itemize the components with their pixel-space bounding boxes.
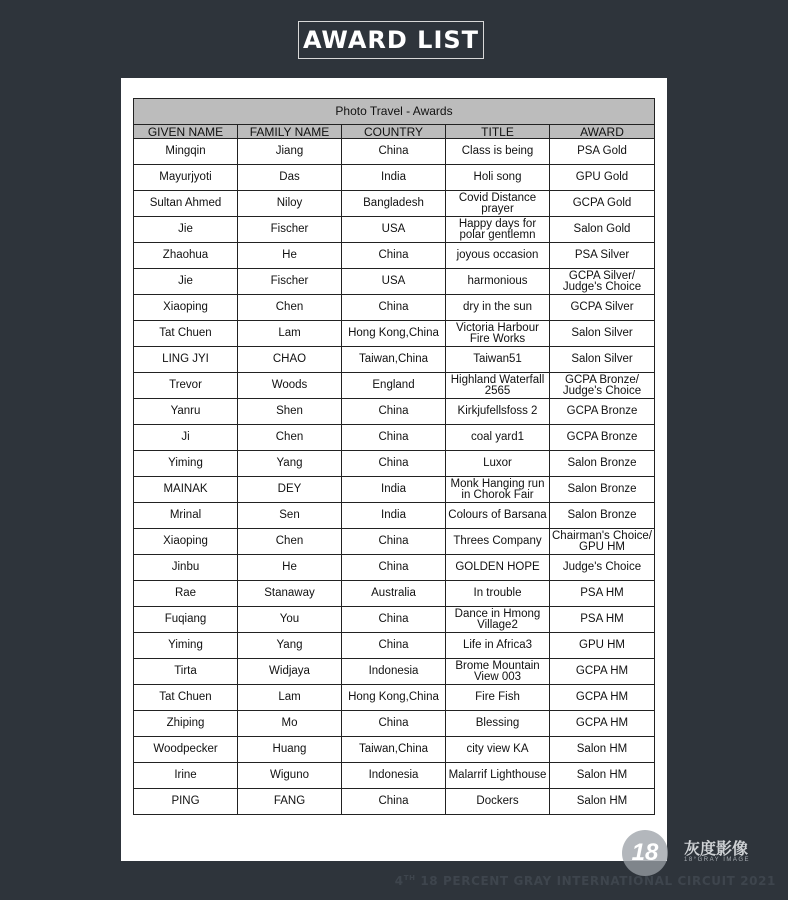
award-cell: GCPA Bronze/ Judge's Choice bbox=[550, 373, 655, 399]
award-cell: GCPA Gold bbox=[550, 191, 655, 217]
table-row bbox=[134, 165, 655, 191]
title-cell: GOLDEN HOPE bbox=[446, 555, 550, 581]
award-cell: GCPA HM bbox=[550, 711, 655, 737]
country-cell: Taiwan,China bbox=[342, 737, 446, 763]
column-header-award: AWARD bbox=[550, 125, 655, 139]
family-name-cell: He bbox=[238, 243, 342, 269]
given-name-cell: Xiaoping bbox=[134, 529, 238, 555]
country-cell: India bbox=[342, 503, 446, 529]
given-name-cell: Rae bbox=[134, 581, 238, 607]
award-cell: GCPA Bronze bbox=[550, 399, 655, 425]
family-name-cell: Fischer bbox=[238, 269, 342, 295]
table-row bbox=[134, 269, 655, 295]
column-header-given-name: GIVEN NAME bbox=[134, 125, 238, 139]
country-cell: China bbox=[342, 529, 446, 555]
given-name-cell: Tat Chuen bbox=[134, 321, 238, 347]
award-cell: Salon Silver bbox=[550, 347, 655, 373]
table-row bbox=[134, 295, 655, 321]
family-name-cell: Stanaway bbox=[238, 581, 342, 607]
page-title: AWARD LIST bbox=[298, 21, 484, 59]
family-name-cell: CHAO bbox=[238, 347, 342, 373]
family-name-cell: Huang bbox=[238, 737, 342, 763]
family-name-cell: Lam bbox=[238, 685, 342, 711]
family-name-cell: Widjaya bbox=[238, 659, 342, 685]
award-cell: GPU Gold bbox=[550, 165, 655, 191]
title-cell: Victoria Harbour Fire Works bbox=[446, 321, 550, 347]
award-cell: Chairman's Choice/ GPU HM bbox=[550, 529, 655, 555]
table-row bbox=[134, 529, 655, 555]
country-cell: China bbox=[342, 789, 446, 815]
title-cell: Kirkjufellsfoss 2 bbox=[446, 399, 550, 425]
family-name-cell: Fischer bbox=[238, 217, 342, 243]
award-cell: Salon Bronze bbox=[550, 503, 655, 529]
table-row bbox=[134, 321, 655, 347]
award-cell: PSA Silver bbox=[550, 243, 655, 269]
title-cell: Dance in Hmong Village2 bbox=[446, 607, 550, 633]
title-cell: Malarrif Lighthouse bbox=[446, 763, 550, 789]
country-cell: Bangladesh bbox=[342, 191, 446, 217]
title-cell: Blessing bbox=[446, 711, 550, 737]
given-name-cell: Sultan Ahmed bbox=[134, 191, 238, 217]
given-name-cell: Mrinal bbox=[134, 503, 238, 529]
award-table bbox=[133, 98, 655, 815]
given-name-cell: Ji bbox=[134, 425, 238, 451]
table-row bbox=[134, 347, 655, 373]
award-cell: PSA HM bbox=[550, 607, 655, 633]
footer-ordinal: 4 bbox=[394, 874, 404, 888]
title-cell: dry in the sun bbox=[446, 295, 550, 321]
family-name-cell: You bbox=[238, 607, 342, 633]
table-row bbox=[134, 607, 655, 633]
title-cell: Life in Africa3 bbox=[446, 633, 550, 659]
country-cell: Australia bbox=[342, 581, 446, 607]
country-cell: Hong Kong,China bbox=[342, 321, 446, 347]
given-name-cell: Jinbu bbox=[134, 555, 238, 581]
country-cell: China bbox=[342, 711, 446, 737]
logo-name: 灰度影像 bbox=[684, 839, 749, 858]
table-row bbox=[134, 451, 655, 477]
country-cell: China bbox=[342, 295, 446, 321]
family-name-cell: Lam bbox=[238, 321, 342, 347]
footer-circuit-name bbox=[395, 874, 776, 888]
award-cell: GPU HM bbox=[550, 633, 655, 659]
footer-text: 18 PERCENT GRAY INTERNATIONAL CIRCUIT 2021 bbox=[420, 874, 776, 888]
award-rows bbox=[134, 139, 655, 815]
award-cell: Salon HM bbox=[550, 789, 655, 815]
country-cell: Hong Kong,China bbox=[342, 685, 446, 711]
footer-ordinal-suffix: TH bbox=[403, 874, 416, 882]
column-header-family-name: FAMILY NAME bbox=[238, 125, 342, 139]
title-cell: Colours of Barsana bbox=[446, 503, 550, 529]
family-name-cell: Chen bbox=[238, 295, 342, 321]
given-name-cell: Jie bbox=[134, 217, 238, 243]
country-cell: China bbox=[342, 633, 446, 659]
award-cell: PSA Gold bbox=[550, 139, 655, 165]
title-cell: Class is being bbox=[446, 139, 550, 165]
family-name-cell: He bbox=[238, 555, 342, 581]
country-cell: Taiwan,China bbox=[342, 347, 446, 373]
table-row bbox=[134, 555, 655, 581]
table-row bbox=[134, 503, 655, 529]
table-row bbox=[134, 737, 655, 763]
logo-tagline: 18°GRAY IMAGE bbox=[684, 857, 751, 863]
given-name-cell: Woodpecker bbox=[134, 737, 238, 763]
title-cell: Taiwan51 bbox=[446, 347, 550, 373]
table-row bbox=[134, 399, 655, 425]
title-cell: joyous occasion bbox=[446, 243, 550, 269]
table-row bbox=[134, 373, 655, 399]
country-cell: Indonesia bbox=[342, 659, 446, 685]
award-cell: GCPA Silver/ Judge's Choice bbox=[550, 269, 655, 295]
title-cell: Brome Mountain View 003 bbox=[446, 659, 550, 685]
table-row bbox=[134, 763, 655, 789]
given-name-cell: Xiaoping bbox=[134, 295, 238, 321]
table-row bbox=[134, 659, 655, 685]
award-cell: Salon HM bbox=[550, 737, 655, 763]
column-header-country: COUNTRY bbox=[342, 125, 446, 139]
award-cell: GCPA HM bbox=[550, 659, 655, 685]
title-cell: Dockers bbox=[446, 789, 550, 815]
table-row bbox=[134, 477, 655, 503]
table-row bbox=[134, 191, 655, 217]
given-name-cell: Tirta bbox=[134, 659, 238, 685]
family-name-cell: Sen bbox=[238, 503, 342, 529]
award-cell: Judge's Choice bbox=[550, 555, 655, 581]
country-cell: USA bbox=[342, 269, 446, 295]
table-row bbox=[134, 139, 655, 165]
family-name-cell: Das bbox=[238, 165, 342, 191]
family-name-cell: Niloy bbox=[238, 191, 342, 217]
gray-image-logo bbox=[622, 830, 772, 876]
title-cell: Holi song bbox=[446, 165, 550, 191]
award-cell: Salon Bronze bbox=[550, 451, 655, 477]
table-row bbox=[134, 581, 655, 607]
family-name-cell: DEY bbox=[238, 477, 342, 503]
country-cell: China bbox=[342, 139, 446, 165]
table-row bbox=[134, 243, 655, 269]
award-cell: GCPA HM bbox=[550, 685, 655, 711]
given-name-cell: Yiming bbox=[134, 633, 238, 659]
given-name-cell: PING bbox=[134, 789, 238, 815]
table-row bbox=[134, 789, 655, 815]
given-name-cell: Zhaohua bbox=[134, 243, 238, 269]
family-name-cell: Wiguno bbox=[238, 763, 342, 789]
award-sheet bbox=[121, 78, 667, 861]
award-cell: GCPA Bronze bbox=[550, 425, 655, 451]
title-cell: In trouble bbox=[446, 581, 550, 607]
title-cell: Covid Distance prayer bbox=[446, 191, 550, 217]
given-name-cell: Fuqiang bbox=[134, 607, 238, 633]
title-cell: coal yard1 bbox=[446, 425, 550, 451]
given-name-cell: LING JYI bbox=[134, 347, 238, 373]
family-name-cell: Yang bbox=[238, 633, 342, 659]
given-name-cell: Jie bbox=[134, 269, 238, 295]
family-name-cell: Chen bbox=[238, 529, 342, 555]
given-name-cell: Trevor bbox=[134, 373, 238, 399]
country-cell: China bbox=[342, 243, 446, 269]
country-cell: China bbox=[342, 425, 446, 451]
family-name-cell: Yang bbox=[238, 451, 342, 477]
country-cell: India bbox=[342, 165, 446, 191]
title-cell: Happy days for polar gentlemn bbox=[446, 217, 550, 243]
award-cell: Salon Silver bbox=[550, 321, 655, 347]
table-row bbox=[134, 633, 655, 659]
family-name-cell: FANG bbox=[238, 789, 342, 815]
award-cell: GCPA Silver bbox=[550, 295, 655, 321]
country-cell: India bbox=[342, 477, 446, 503]
given-name-cell: Tat Chuen bbox=[134, 685, 238, 711]
award-cell: Salon Gold bbox=[550, 217, 655, 243]
country-cell: China bbox=[342, 399, 446, 425]
title-cell: city view KA bbox=[446, 737, 550, 763]
country-cell: China bbox=[342, 555, 446, 581]
country-cell: China bbox=[342, 607, 446, 633]
given-name-cell: Mayurjyoti bbox=[134, 165, 238, 191]
table-row bbox=[134, 217, 655, 243]
family-name-cell: Woods bbox=[238, 373, 342, 399]
title-cell: Monk Hanging run in Chorok Fair bbox=[446, 477, 550, 503]
country-cell: England bbox=[342, 373, 446, 399]
country-cell: Indonesia bbox=[342, 763, 446, 789]
award-cell: Salon HM bbox=[550, 763, 655, 789]
family-name-cell: Jiang bbox=[238, 139, 342, 165]
title-cell: harmonious bbox=[446, 269, 550, 295]
given-name-cell: Yiming bbox=[134, 451, 238, 477]
title-cell: Threes Company bbox=[446, 529, 550, 555]
family-name-cell: Shen bbox=[238, 399, 342, 425]
column-header-title: TITLE bbox=[446, 125, 550, 139]
table-row bbox=[134, 711, 655, 737]
family-name-cell: Mo bbox=[238, 711, 342, 737]
given-name-cell: Irine bbox=[134, 763, 238, 789]
country-cell: USA bbox=[342, 217, 446, 243]
given-name-cell: Yanru bbox=[134, 399, 238, 425]
country-cell: China bbox=[342, 451, 446, 477]
family-name-cell: Chen bbox=[238, 425, 342, 451]
award-cell: Salon Bronze bbox=[550, 477, 655, 503]
table-caption: Photo Travel - Awards bbox=[134, 99, 655, 125]
award-cell: PSA HM bbox=[550, 581, 655, 607]
table-row bbox=[134, 685, 655, 711]
title-cell: Highland Waterfall 2565 bbox=[446, 373, 550, 399]
title-cell: Luxor bbox=[446, 451, 550, 477]
given-name-cell: Mingqin bbox=[134, 139, 238, 165]
logo-mark: 18 bbox=[622, 830, 668, 876]
table-row bbox=[134, 425, 655, 451]
title-cell: Fire Fish bbox=[446, 685, 550, 711]
given-name-cell: MAINAK bbox=[134, 477, 238, 503]
given-name-cell: Zhiping bbox=[134, 711, 238, 737]
